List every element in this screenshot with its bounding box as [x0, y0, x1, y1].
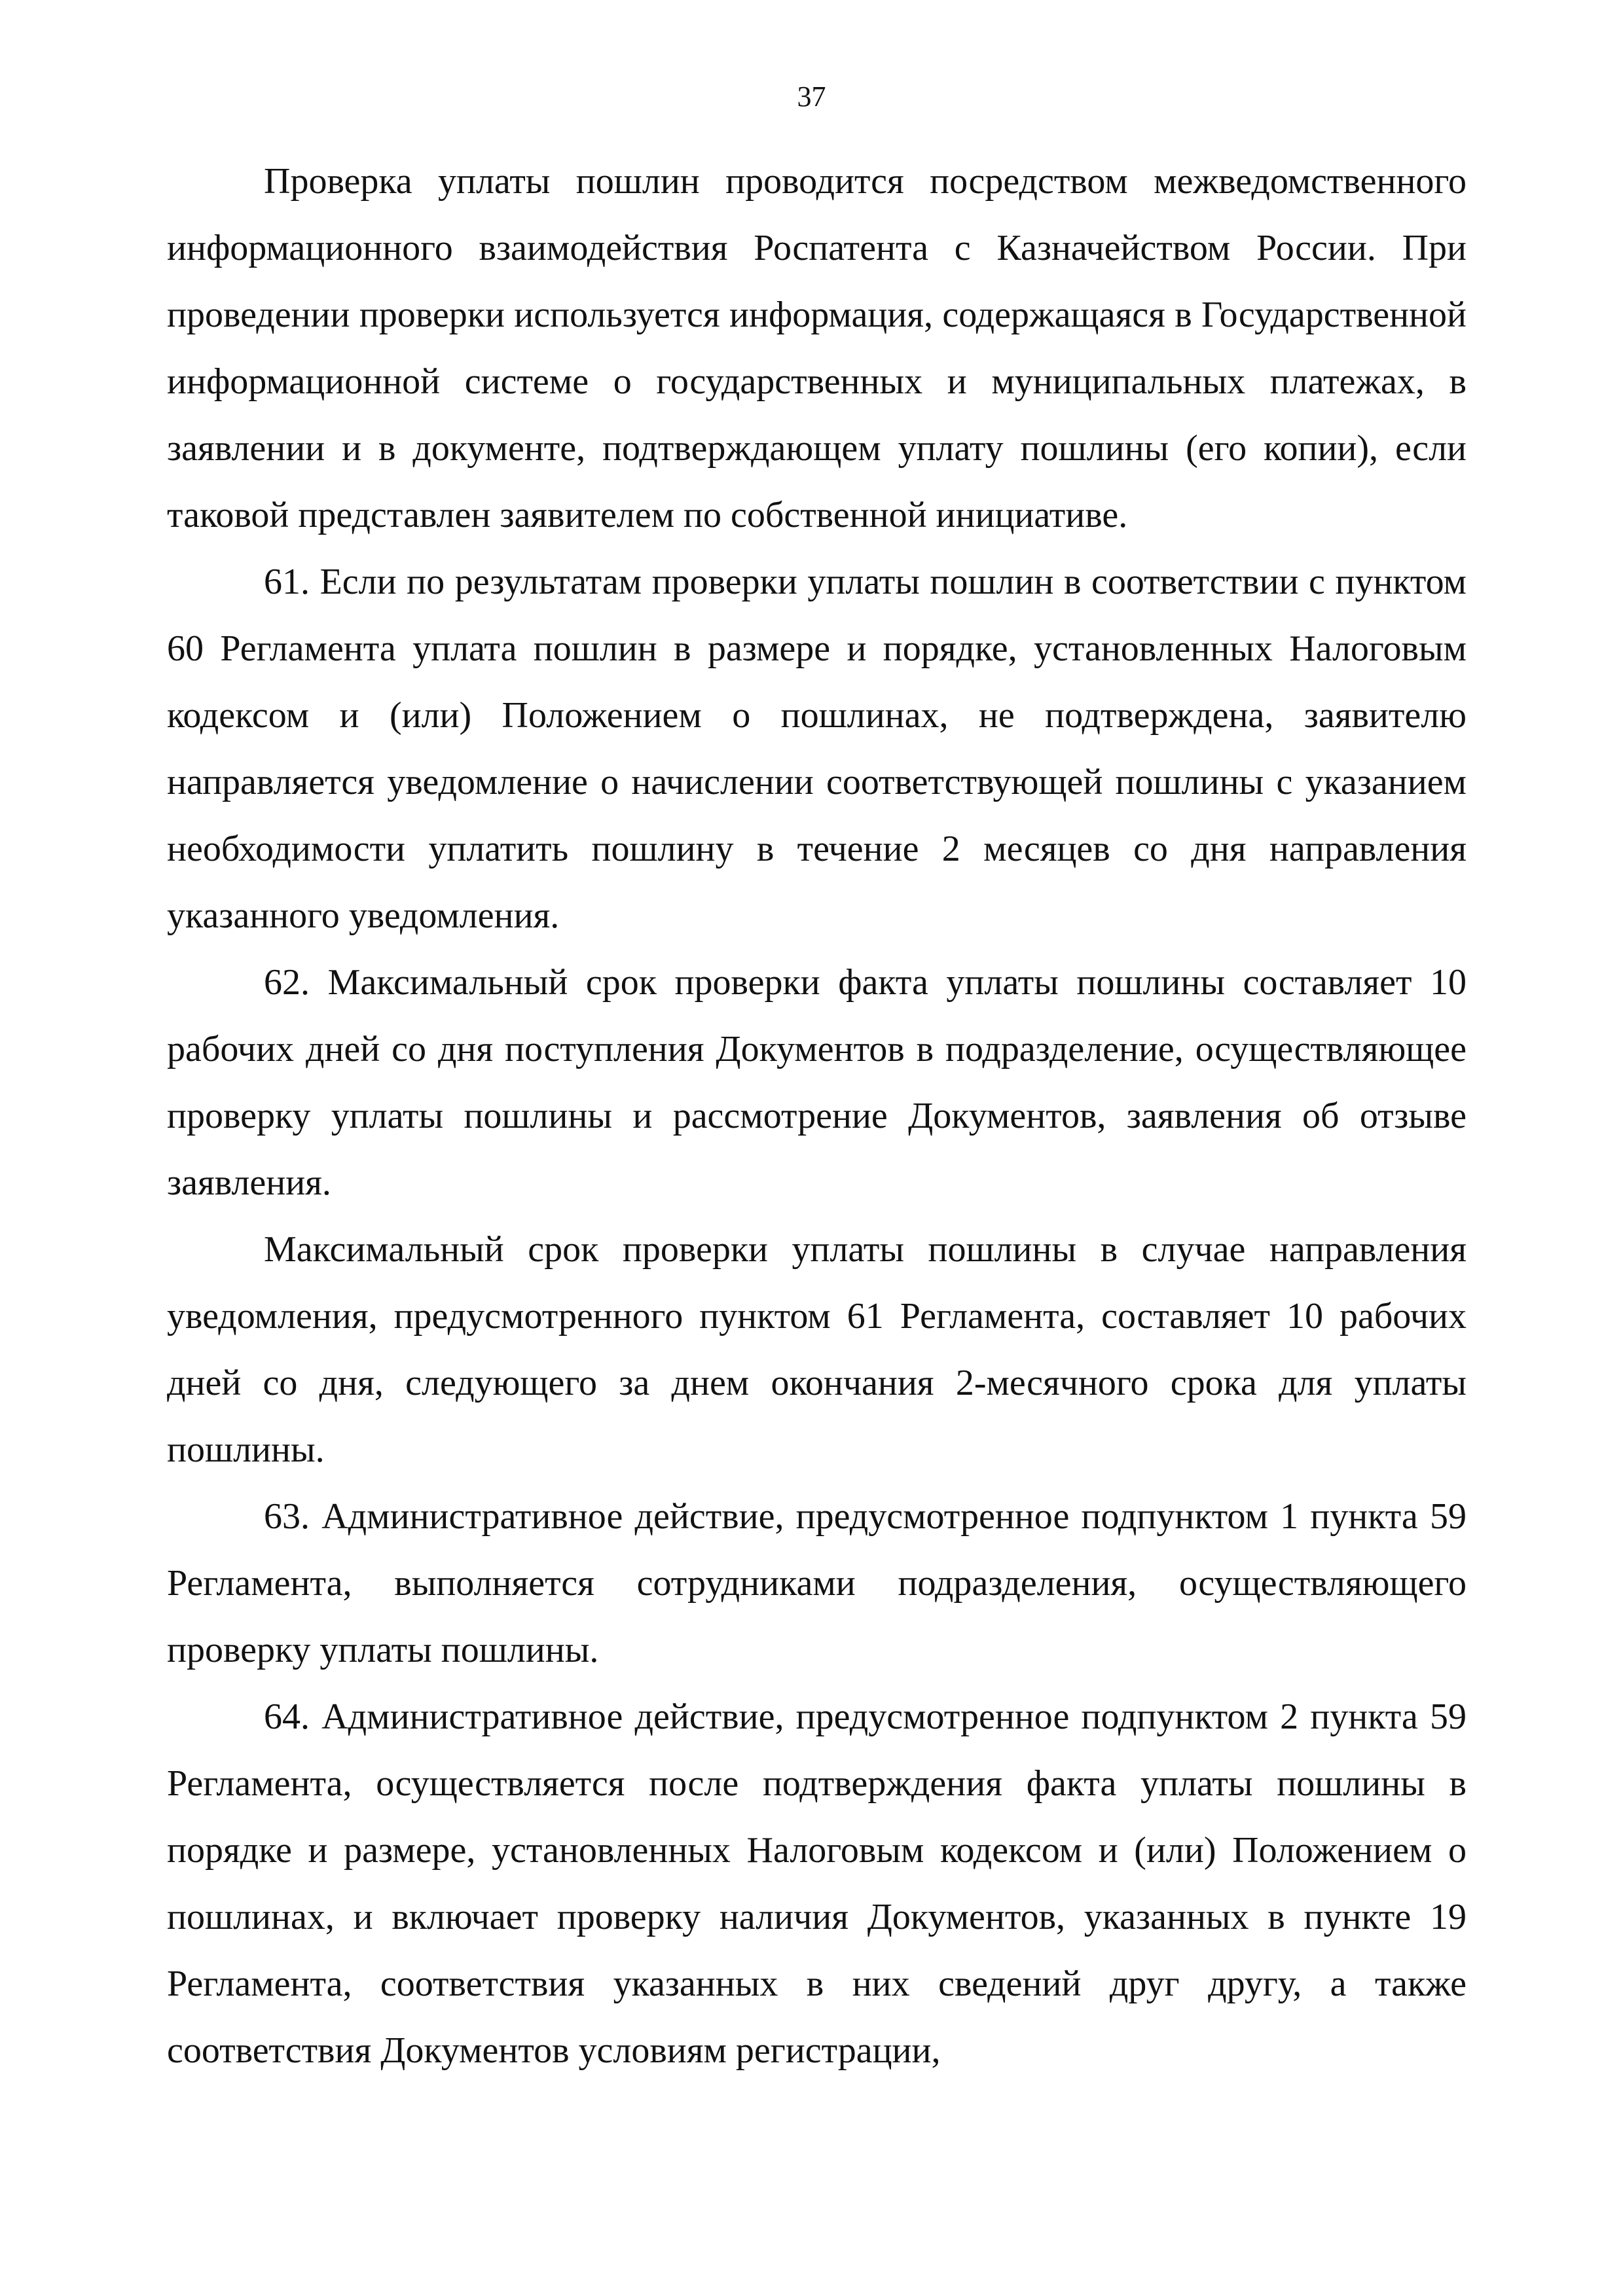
- paragraph-max-term: Максимальный срок проверки уплаты пошлины в случае направления уведомления, предусмотренного пунктом 61 Регламента, составляет 10 рабочих дней со дня, следующего за днем окончания 2-месячного срока для уплаты пошлины.: [167, 1229, 1467, 1470]
- paragraph-64: 64. Административное действие, предусмотренное подпунктом 2 пункта 59 Регламента, осуществляется после подтверждения факта уплаты пошлины в порядке и размере, установленных Налоговым кодексом и (или) Положением о пошлинах, и включает проверку наличия Документов, указанных в пункте 19 Регламента, соответствия указанных в них сведений друг другу, а также соответствия Документов условиям регистрации,: [167, 1696, 1467, 2071]
- paragraph-61: 61. Если по результатам проверки уплаты пошлин в соответствии с пунктом 60 Регламента уплата пошлин в размере и порядке, установленных Налоговым кодексом и (или) Положением о пошлинах, не подтверждена, заявителю направляется уведомление о начислении соответствующей пошлины с указанием необходимости уплатить пошлину в течение 2 месяцев со дня направления указанного уведомления.: [167, 562, 1467, 936]
- paragraph-63: 63. Административное действие, предусмотренное подпунктом 1 пункта 59 Регламента, выполняется сотрудниками подразделения, осуществляющего проверку уплаты пошлины.: [167, 1496, 1467, 1670]
- paragraph-payment-check: Проверка уплаты пошлин проводится посредством межведомственного информационного взаимодействия Роспатента с Казначейством России. При проведении проверки используется информация, содержащаяся в Государственной информационной системе о государственных и муниципальных платежах, в заявлении и в документе, подтверждающем уплату пошлины (его копии), если таковой представлен заявителем по собственной инициативе.: [167, 161, 1467, 535]
- paragraph-62: 62. Максимальный срок проверки факта уплаты пошлины составляет 10 рабочих дней со дня поступления Документов в подразделение, осуществляющее проверку уплаты пошлины и рассмотрение Документов, заявления об отзыве заявления.: [167, 962, 1467, 1203]
- document-body: [167, 148, 1467, 2084]
- page-number: 37: [797, 81, 826, 113]
